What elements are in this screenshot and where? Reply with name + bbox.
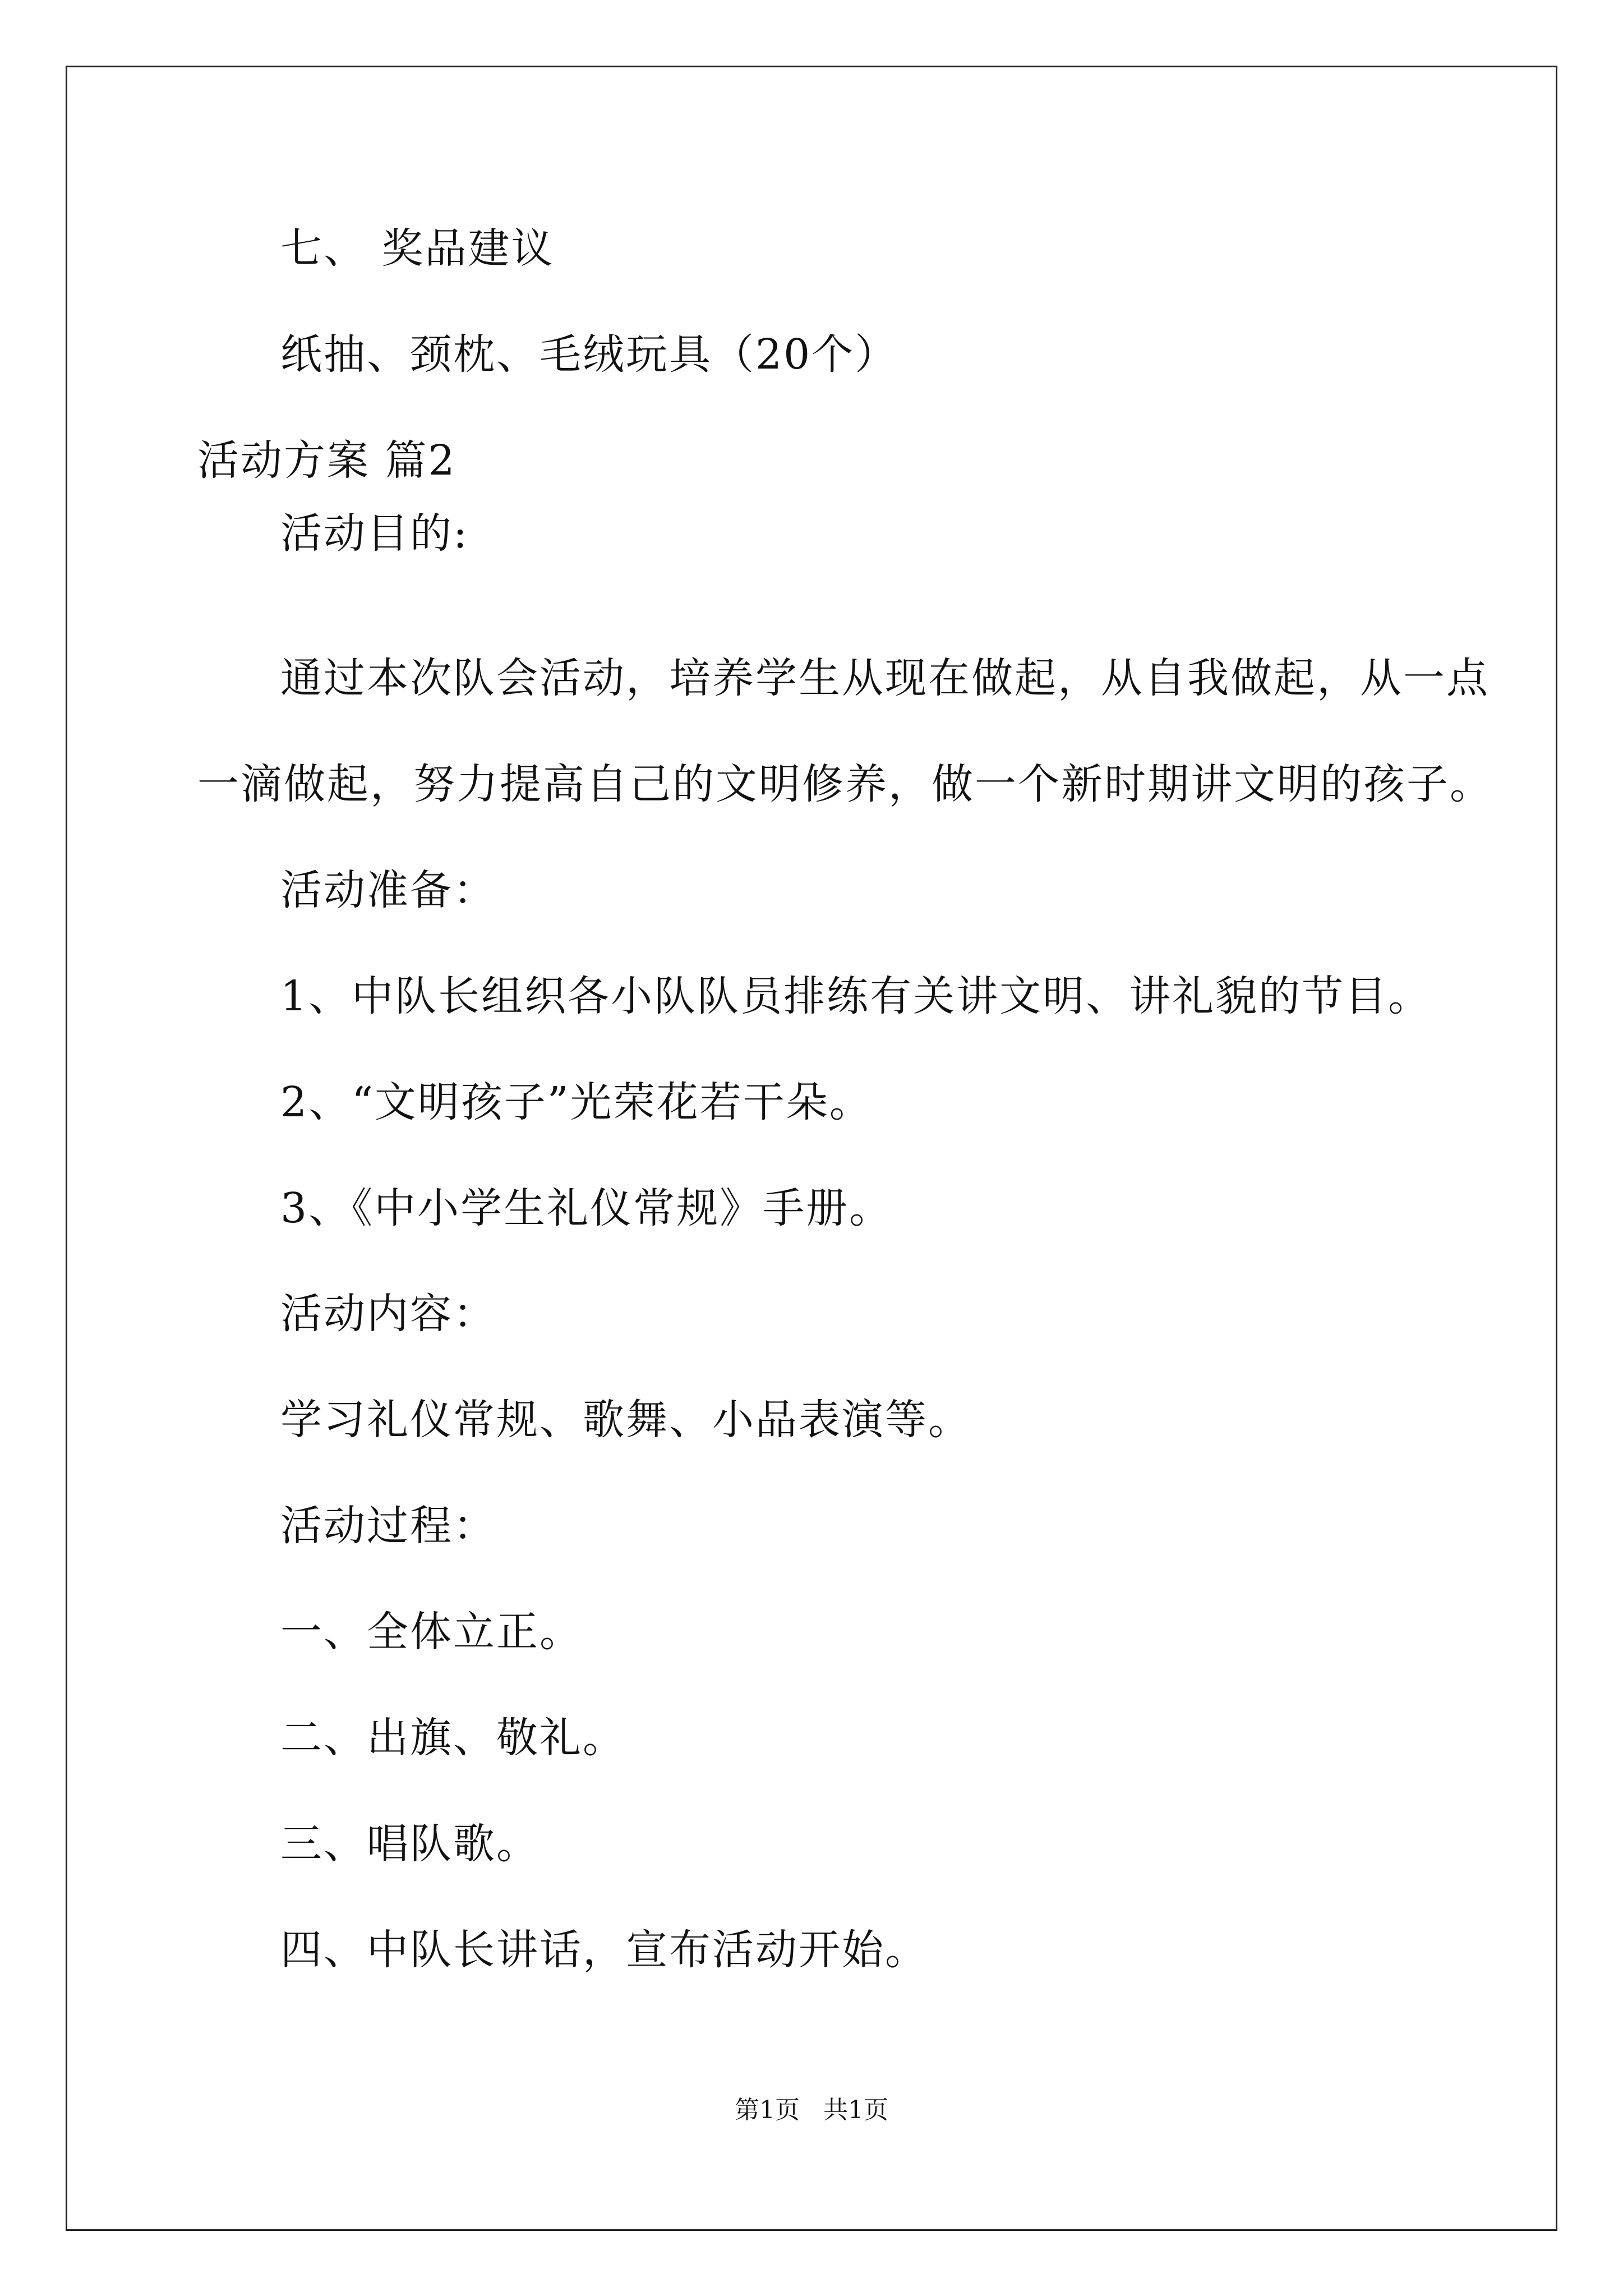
process-step-3: 三、唱队歌。 <box>280 1820 540 1868</box>
preparation-item-2: 2、“文明孩子”光荣花若干朵。 <box>280 1078 873 1126</box>
process-step-2: 二、出旗、敬礼。 <box>280 1714 626 1762</box>
award-heading: 七、 奖品建议 <box>280 224 555 273</box>
content-paragraph: 学习礼仪常规、歌舞、小品表演等。 <box>280 1396 971 1444</box>
purpose-paragraph-line-2: 一滴做起，努力提高自己的文明修养，做一个新时期讲文明的孩子。 <box>197 760 1493 808</box>
preparation-item-3: 3、《中小学生礼仪常规》手册。 <box>280 1184 893 1232</box>
preparation-item-1: 1、中队长组织各小队队员排练有关讲文明、讲礼貌的节目。 <box>280 972 1432 1020</box>
process-heading: 活动过程： <box>280 1502 496 1550</box>
section-title: 活动方案 篇2 <box>197 436 457 485</box>
purpose-heading: 活动目的: <box>280 509 469 558</box>
content-heading: 活动内容： <box>280 1290 496 1338</box>
preparation-heading: 活动准备： <box>280 866 496 914</box>
process-step-1: 一、全体立正。 <box>280 1608 583 1656</box>
award-items: 纸抽、颈枕、毛绒玩具（20个） <box>280 330 898 379</box>
page-number-footer: 第1页 共1页 <box>735 2096 888 2124</box>
process-step-4: 四、中队长讲话，宣布活动开始。 <box>280 1926 928 1974</box>
purpose-paragraph-line-1: 通过本次队会活动，培养学生从现在做起，从自我做起，从一点 <box>280 654 1490 702</box>
page-border <box>66 66 1557 2231</box>
